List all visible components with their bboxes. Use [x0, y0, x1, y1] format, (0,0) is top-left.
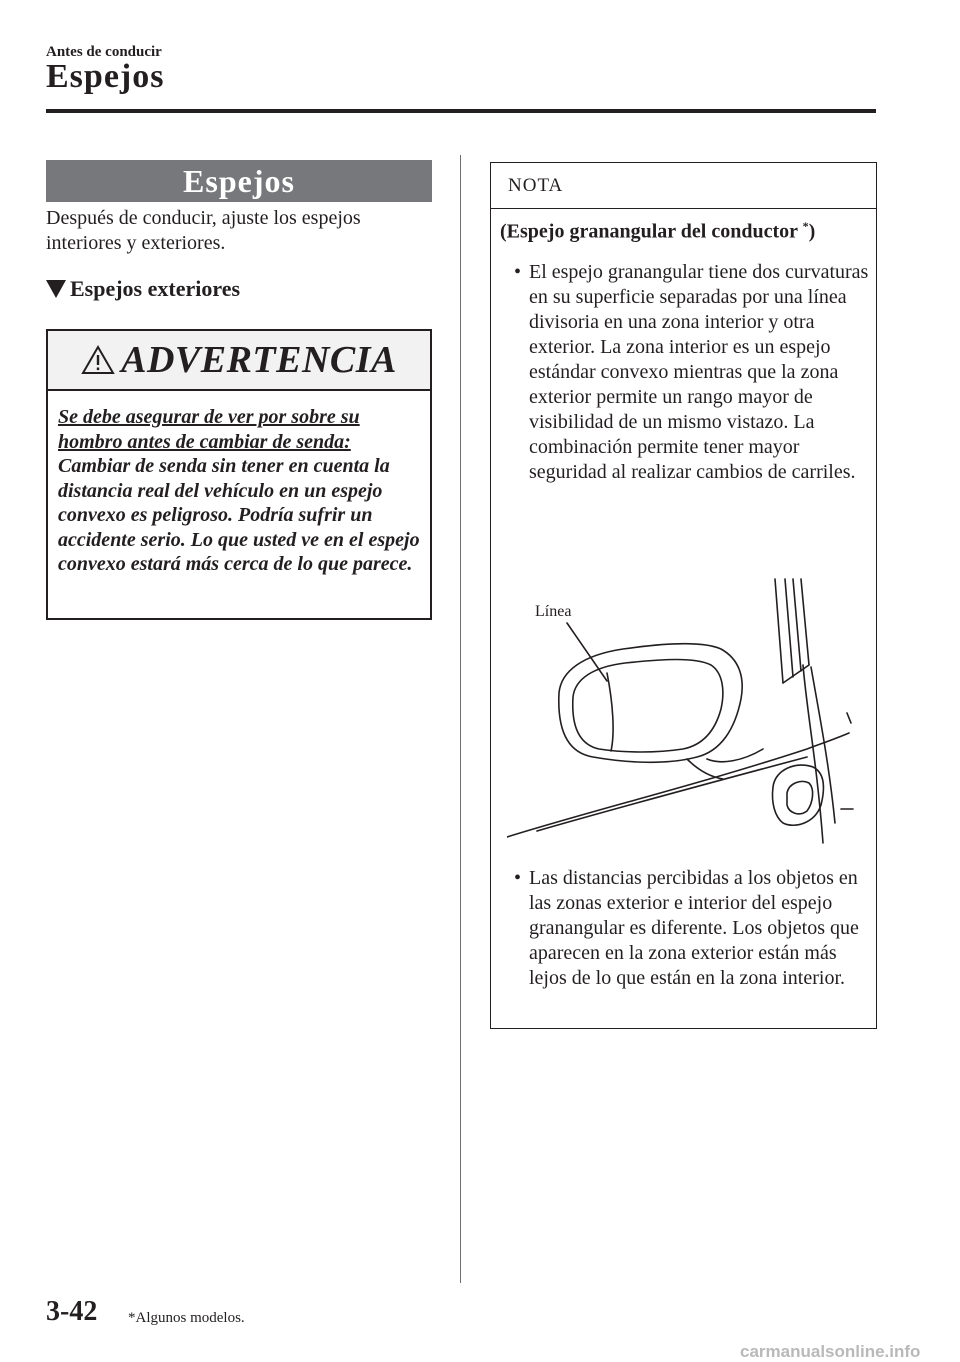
- footnote: *Algunos modelos.: [128, 1310, 245, 1326]
- subheading-text: Espejos exteriores: [70, 276, 241, 301]
- warning-title: ADVERTENCIA: [121, 339, 397, 381]
- warning-box: [46, 329, 432, 620]
- triangle-down-icon: [46, 280, 66, 298]
- page-number: 3-42: [46, 1296, 98, 1327]
- section-banner: Espejos: [46, 160, 432, 202]
- note-box: [490, 162, 877, 1029]
- bullet-text: El espejo granangular tiene dos curvaturas en su superficie separadas por una línea divisoria en una zona interior y otra exterior. La zona interior es un espejo estándar convexo mientras que la zona exterior permite un rango mayor de visibilidad de un mismo vistazo. La combinación permite tener mayor seguridad al realizar cambios de carriles.: [529, 261, 869, 483]
- subheading: [46, 276, 240, 302]
- bullet-mark: •: [514, 261, 522, 283]
- bullet-mark: •: [514, 867, 522, 889]
- section-title: Espejos: [46, 58, 165, 95]
- watermark: carmanualsonline.info: [740, 1342, 921, 1361]
- warning-triangle-icon: [81, 345, 115, 375]
- column-divider: [460, 155, 461, 1283]
- chapter-label: Antes de conducir: [46, 44, 162, 60]
- note-bullet-1: [501, 260, 871, 485]
- footnote-mark: *: [802, 219, 809, 233]
- figure-label: Línea: [535, 603, 572, 620]
- warning-text: Cambiar de senda sin tener en cuenta la distancia real del vehículo en un espejo convexo es peligroso. Podría sufrir un accidente serio. Lo que usted ve en el espejo convexo estará más cerca de lo que parece.: [58, 455, 420, 575]
- warning-underlined: Se debe asegurar de ver por sobre su hombro antes de cambiar de senda:: [58, 406, 360, 453]
- note-subtitle: (Espejo granangular del conductor *): [500, 219, 816, 243]
- note-bullet-2: [501, 866, 871, 991]
- note-title: NOTA: [491, 163, 876, 209]
- bullet-text: Las distancias percibidas a los objetos en las zonas exterior e interior del espejo granangular es diferente. Los objetos que aparecen en la zona exterior están más lejos de lo que están en la zona interior.: [529, 867, 859, 989]
- mirror-figure: [507, 573, 867, 853]
- header-rule: [46, 109, 876, 113]
- intro-paragraph: Después de conducir, ajuste los espejos interiores y exteriores.: [46, 207, 361, 254]
- warning-header: [48, 331, 430, 391]
- warning-body: [48, 391, 430, 577]
